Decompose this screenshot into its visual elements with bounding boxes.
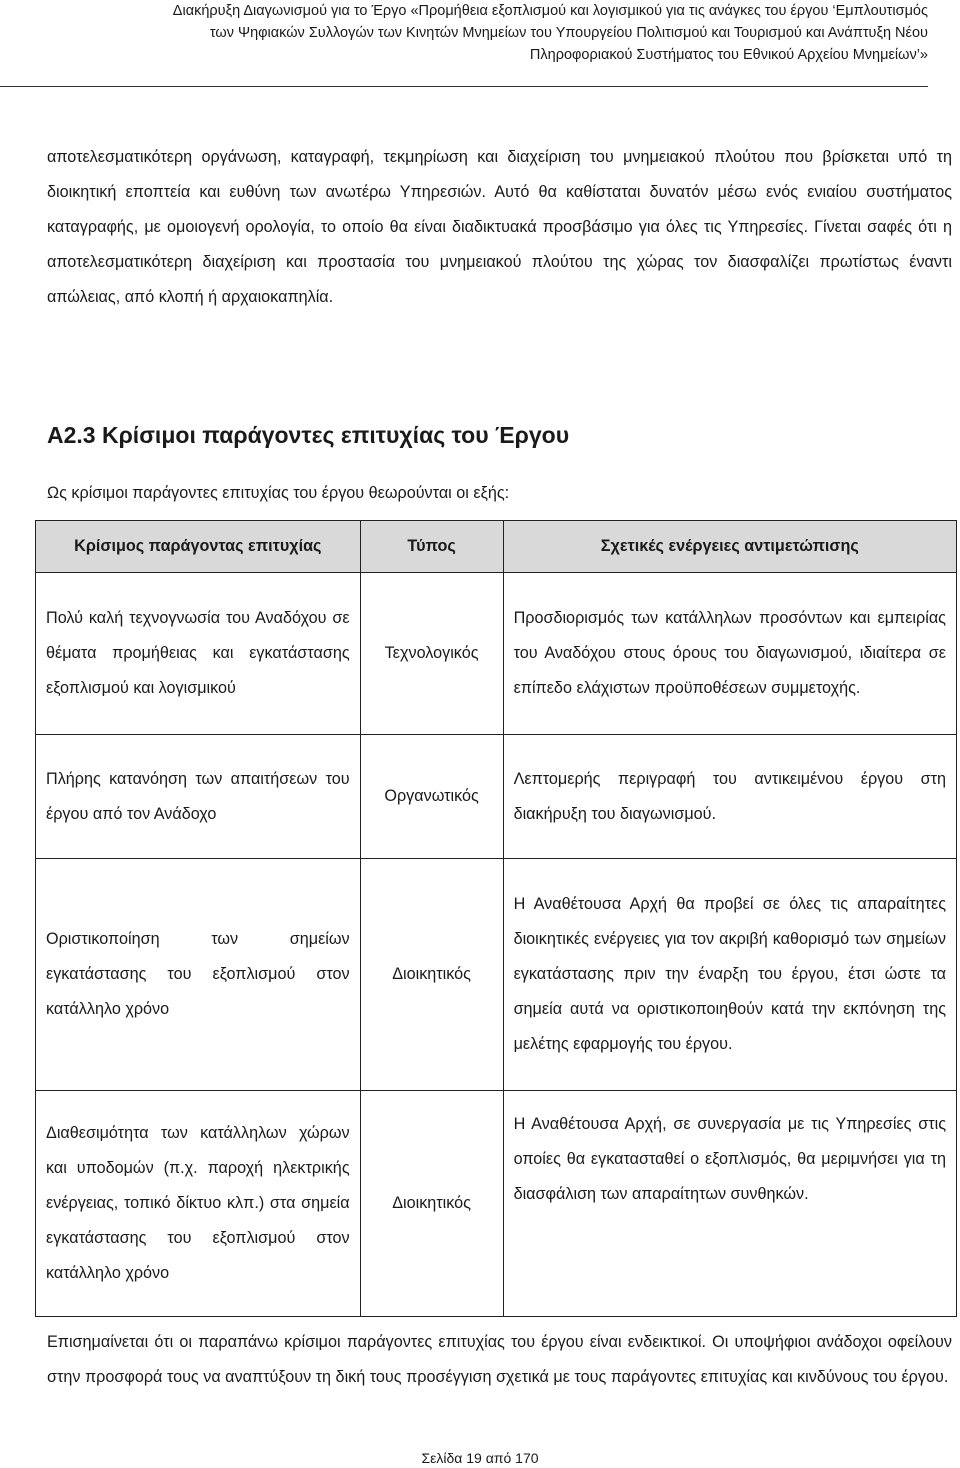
column-header-type: Τύπος xyxy=(360,521,503,573)
section-lead-text: Ως κρίσιμοι παράγοντες επιτυχίας του έργου θεωρούνται οι εξής: xyxy=(47,484,510,502)
intro-paragraph: αποτελεσματικότερη οργάνωση, καταγραφή, τεκμηρίωση και διαχείριση του μνημειακού πλούτου που βρίσκεται υπό τη διοικητική εποπτεία και ευθύνη των ανωτέρω Υπηρεσιών. Αυτό θα καθίσταται δυνατόν μέσω ενός ενιαίου συστήματος καταγραφής, με ομοιογενή ορολογία, το οποίο θα είναι διαδικτυακά προσβάσιμο για όλες τις Υπηρεσίες. Γίνεται σαφές ότι η αποτελεσματικότερη διαχείριση και προστασία του μνημειακού πλούτου της χώρας τον διασφαλίζει πρωτίστως έναντι απώλειας, από κλοπή ή αρχαιοκαπηλία. xyxy=(47,148,952,306)
factor-cell: Πλήρης κατανόηση των απαιτήσεων του έργου από τον Ανάδοχο xyxy=(36,735,361,859)
column-header-factor: Κρίσιμος παράγοντας επιτυχίας xyxy=(36,521,361,573)
factor-cell: Οριστικοποίηση των σημείων εγκατάστασης του εξοπλισμού στον κατάλληλο χρόνο xyxy=(36,859,361,1091)
type-cell: Διοικητικός xyxy=(360,859,503,1091)
factor-cell: Πολύ καλή τεχνογνωσία του Αναδόχου σε θέματα προμήθειας και εγκατάστασης εξοπλισμού και λογισμικού xyxy=(36,573,361,735)
header-line-2: των Ψηφιακών Συλλογών των Κινητών Μνημείων του Υπουργείου Πολιτισμού και Τουρισμού και Ανάπτυξη Νέου xyxy=(209,25,928,41)
header-line-1: Διακήρυξη Διαγωνισμού για το Έργο «Προμήθεια εξοπλισμού και λογισμικού για τις ανάγκες του έργου ‘Εμπλουτισμός xyxy=(172,3,928,19)
action-cell: Προσδιορισμός των κατάλληλων προσόντων και εμπειρίας του Αναδόχου στους όρους του διαγωνισμού, ιδιαίτερα σε επίπεδο ελάχιστων προϋποθέσεων συμμετοχής. xyxy=(503,573,956,735)
action-cell: Η Αναθέτουσα Αρχή θα προβεί σε όλες τις απαραίτητες διοικητικές ενέργειες για τον ακριβή καθορισμό των σημείων εγκατάστασης πριν την έναρξη του έργου, έτσι ώστε τα σημεία αυτά να οριστικοποιηθούν κατά την εκπόνηση της μελέτης εφαρμογής του έργου. xyxy=(503,859,956,1091)
type-cell: Διοικητικός xyxy=(360,1091,503,1317)
table-row xyxy=(36,1091,957,1317)
closing-paragraph: Επισημαίνεται ότι οι παραπάνω κρίσιμοι παράγοντες επιτυχίας του έργου είναι ενδεικτικοί. Οι υποψήφιοι ανάδοχοι οφείλουν στην προσφορά τους να αναπτύξουν τη δική τους προσέγγιση σχετικά με τους παράγοντες επιτυχίας και κινδύνους του έργου. xyxy=(47,1333,952,1386)
factor-cell: Διαθεσιμότητα των κατάλληλων χώρων και υποδομών (π.χ. παροχή ηλεκτρικής ενέργειας, τοπικό δίκτυο κλπ.) στα σημεία εγκατάστασης του εξοπλισμού στον κατάλληλο χρόνο xyxy=(36,1091,361,1317)
page-number: Σελίδα 19 από 170 xyxy=(421,1450,539,1466)
type-cell: Οργανωτικός xyxy=(360,735,503,859)
column-header-actions: Σχετικές ενέργειες αντιμετώπισης xyxy=(503,521,956,573)
table-row xyxy=(36,735,957,859)
header-line-3: Πληροφοριακού Συστήματος του Εθνικού Αρχείου Μνημείων’» xyxy=(529,47,928,63)
action-cell: Η Αναθέτουσα Αρχή, σε συνεργασία με τις Υπηρεσίες στις οποίες θα εγκατασταθεί ο εξοπλισμός, θα μεριμνήσει για τη διασφάλιση των απαραίτητων συνθηκών. xyxy=(503,1091,956,1317)
table-row xyxy=(36,573,957,735)
section-heading: Α2.3 Κρίσιμοι παράγοντες επιτυχίας του Έργου xyxy=(47,422,570,448)
type-cell: Τεχνολογικός xyxy=(360,573,503,735)
page-header xyxy=(0,0,928,87)
table-row xyxy=(36,859,957,1091)
success-factors-table xyxy=(35,520,957,1317)
action-cell: Λεπτομερής περιγραφή του αντικειμένου έργου στη διακήρυξη του διαγωνισμού. xyxy=(503,735,956,859)
table-header-row xyxy=(36,521,957,573)
